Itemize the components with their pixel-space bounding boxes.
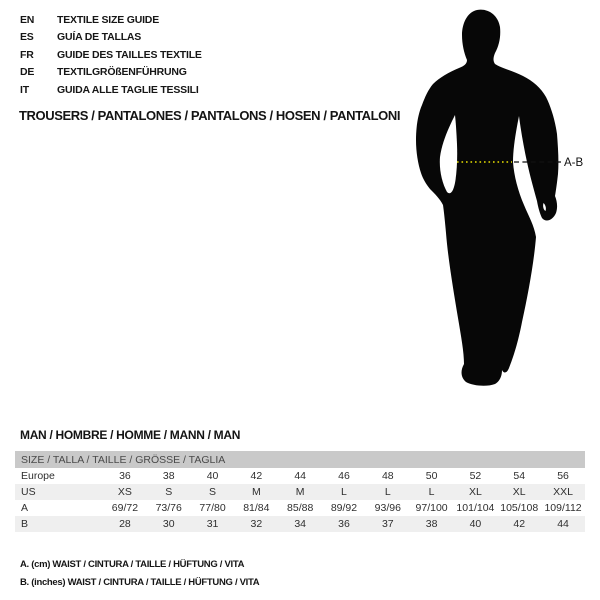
cell: S [147,484,191,500]
cell: 48 [381,470,394,482]
size-table [15,451,585,532]
language-row-es [20,29,202,46]
man-silhouette-figure [400,0,600,400]
cell: 44 [541,516,585,532]
cell: L [366,484,410,500]
language-label: TEXTILE SIZE GUIDE [57,14,159,26]
size-table-header: SIZE / TALLA / TAILLE / GRÖSSE / TAGLIA [15,451,585,468]
cell: 109/112 [544,502,582,514]
language-code: DE [20,66,35,79]
language-code: IT [20,83,29,96]
cell: 42 [497,516,541,532]
cell: 40 [206,470,219,482]
garment-heading: TROUSERS / PANTALONES / PANTALONS / HOSEN / PANTALONI [19,108,401,123]
row-label: B [15,516,103,532]
language-label: GUIDE DES TAILLES TEXTILE [57,48,202,61]
section-heading-man: MAN / HOMBRE / HOMME / MANN / MAN [20,428,241,442]
cell: 50 [425,470,438,482]
cell: 28 [103,516,147,532]
cell: 73/76 [155,502,182,514]
footnotes [20,556,259,593]
language-row-fr [20,47,202,64]
size-table-header-row [15,451,585,468]
language-code: EN [20,14,35,26]
cell: 77/80 [199,502,226,514]
cell: 69/72 [111,502,139,514]
cell: 36 [322,516,366,532]
cell: 93/96 [374,502,401,514]
cell: 52 [469,470,482,482]
size-table-row-a-cm [15,500,585,516]
cell: 54 [513,470,526,482]
language-row-en [20,12,202,29]
cell: XXL [541,484,585,500]
cell: 42 [250,470,263,482]
cell: XL [497,484,541,500]
size-table-row-b-inches [15,516,585,532]
size-table-row-europe [15,468,585,484]
cell: M [278,484,322,500]
cell: 34 [278,516,322,532]
cell: 46 [338,470,350,482]
footnote-a-cm: A. (cm) WAIST / CINTURA / TAILLE / HÜFTUNG / VITA [20,559,245,570]
cell: 36 [119,470,131,482]
cell: 97/100 [415,502,448,514]
footnote-b-inches: B. (inches) WAIST / CINTURA / TAILLE / HÜFTUNG / VITA [20,577,260,589]
cell: L [410,484,454,500]
waist-measure-label: A-B [564,157,584,169]
size-table-row-us [15,484,585,500]
cell: XL [454,484,498,500]
cell: 32 [234,516,278,532]
man-silhouette [416,10,558,386]
language-row-de [20,64,202,81]
cell: 40 [454,516,498,532]
cell: XS [103,484,147,500]
row-label: US [15,484,103,500]
language-label: GUIDA ALLE TAGLIE TESSILI [57,83,199,96]
language-list [20,12,202,99]
cell: 56 [557,470,569,482]
cell: 81/84 [243,502,270,514]
cell: 44 [294,470,306,482]
cell: 38 [162,470,175,482]
cell: 105/108 [500,502,539,514]
cell: 31 [191,516,235,532]
cell: 37 [366,516,410,532]
cell: 30 [147,516,191,532]
cell: S [191,484,235,500]
cell: M [234,484,278,500]
cell: L [322,484,366,500]
language-label: TEXTILGRÖßENFÜHRUNG [57,66,187,79]
language-code: ES [20,31,34,44]
cell: 101/104 [456,502,495,514]
cell: 89/92 [330,502,358,514]
row-label: Europe [21,470,55,482]
language-label: GUÍA DE TALLAS [57,31,142,44]
cell: 85/88 [287,502,314,514]
row-label: A [21,502,29,514]
language-code: FR [20,48,34,61]
cell: 38 [410,516,454,532]
language-row-it [20,82,202,99]
